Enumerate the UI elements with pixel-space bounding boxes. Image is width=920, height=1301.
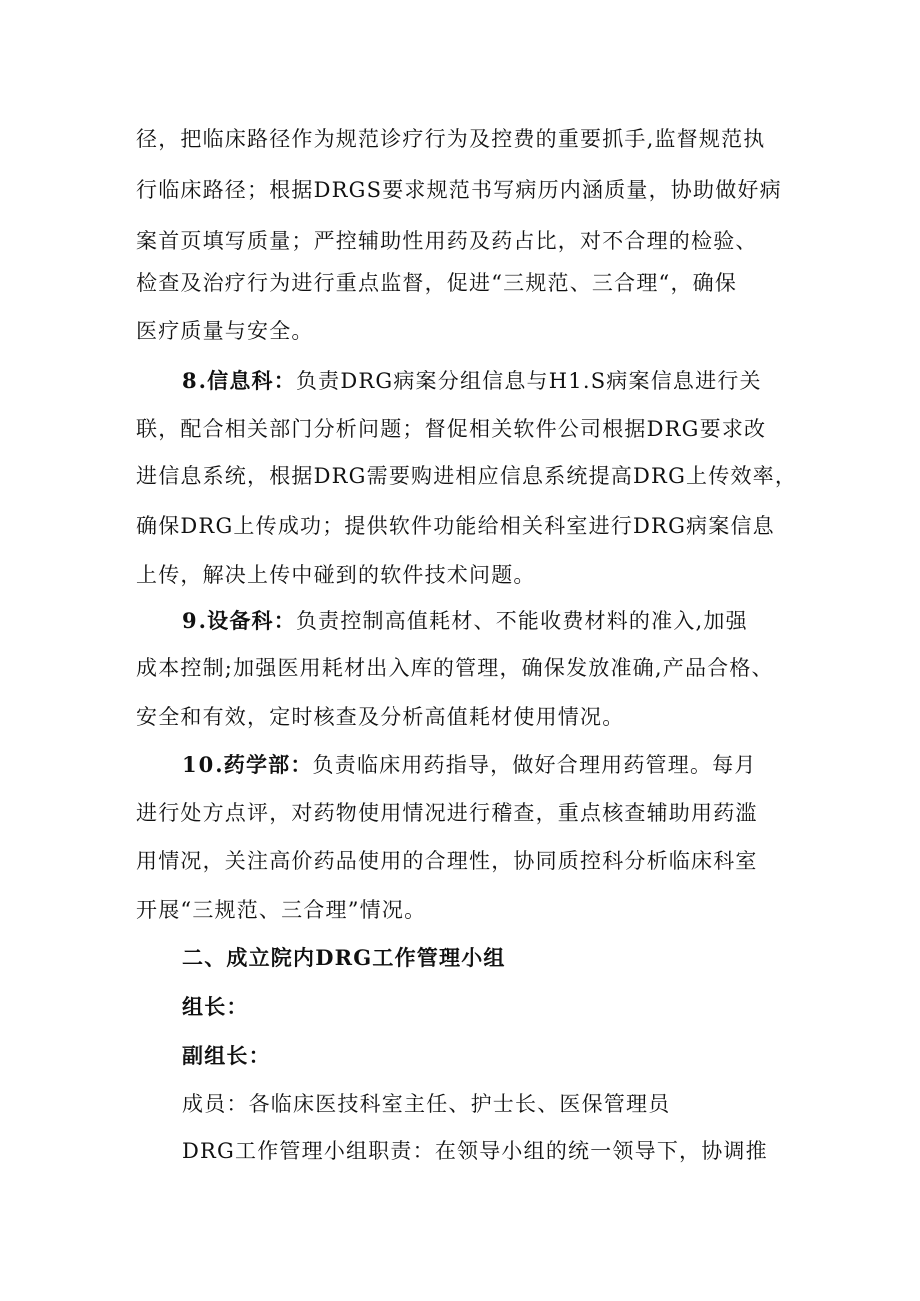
paragraph-line: 开展“三规范、三合理”情况。 [136, 898, 427, 922]
item-8-first-line [182, 366, 842, 396]
item-8-heading: .信息科： [198, 368, 296, 393]
item-8-number: 8 [182, 368, 199, 393]
section-2-heading: 二、成立院内DRG工作管理小组 [182, 945, 506, 970]
item-9-number: 9 [182, 608, 199, 633]
paragraph-line: 医疗质量与安全。 [136, 319, 314, 343]
paragraph-line: 进信息系统，根据DRG需要购进相应信息系统提高DRG上传效率， [136, 464, 798, 488]
members-line: 成员：各临床医技科室主任、护士长、医保管理员 [182, 1092, 671, 1116]
group-leader-label: 组长： [182, 994, 249, 1019]
paragraph-line: 确保DRG上传成功；提供软件功能给相关科室进行DRG病案信息 [136, 514, 775, 538]
item-9-heading: .设备科： [198, 608, 296, 633]
duty-line: DRG工作管理小组职责：在领导小组的统一领导下，协调推 [182, 1139, 768, 1163]
paragraph-line: 成本控制;加强医用耗材出入库的管理，确保发放准确,产品合格、 [136, 656, 774, 680]
paragraph-line: 案首页填写质量；严控辅助性用药及药占比，对不合理的检验、 [136, 229, 758, 253]
item-10-heading: .药学部： [215, 752, 313, 777]
item-8-text: 负责DRG病案分组信息与H1.S病案信息进行关 [295, 369, 762, 393]
item-10-number: 10 [182, 752, 216, 777]
paragraph-line: 用情况，关注高价药品使用的合理性，协同质控科分析临床科室 [136, 849, 758, 873]
item-9-first-line [182, 606, 842, 636]
paragraph-line: 联，配合相关部门分析问题；督促相关软件公司根据DRG要求改 [136, 417, 767, 441]
paragraph-line: 径，把临床路径作为规范诊疗行为及控费的重要抓手,监督规范执 [136, 127, 766, 151]
paragraph-line: 行临床路径；根据DRGS要求规范书写病历内涵质量，协助做好病 [136, 178, 782, 202]
paragraph-line: 安全和有效，定时核查及分析高值耗材使用情况。 [136, 705, 625, 729]
vice-leader-label: 副组长： [182, 1043, 271, 1068]
item-9-text: 负责控制高值耗材、不能收费材料的准入,加强 [295, 609, 748, 633]
paragraph-line: 检查及治疗行为进行重点监督，促进“三规范、三合理“，确保 [136, 271, 738, 295]
paragraph-line: 上传，解决上传中碰到的软件技术问题。 [136, 563, 536, 587]
item-10-text: 负责临床用药指导，做好合理用药管理。每月 [312, 753, 757, 777]
item-10-first-line [182, 750, 842, 780]
paragraph-line: 进行处方点评，对药物使用情况进行稽查，重点核查辅助用药滥 [136, 801, 758, 825]
